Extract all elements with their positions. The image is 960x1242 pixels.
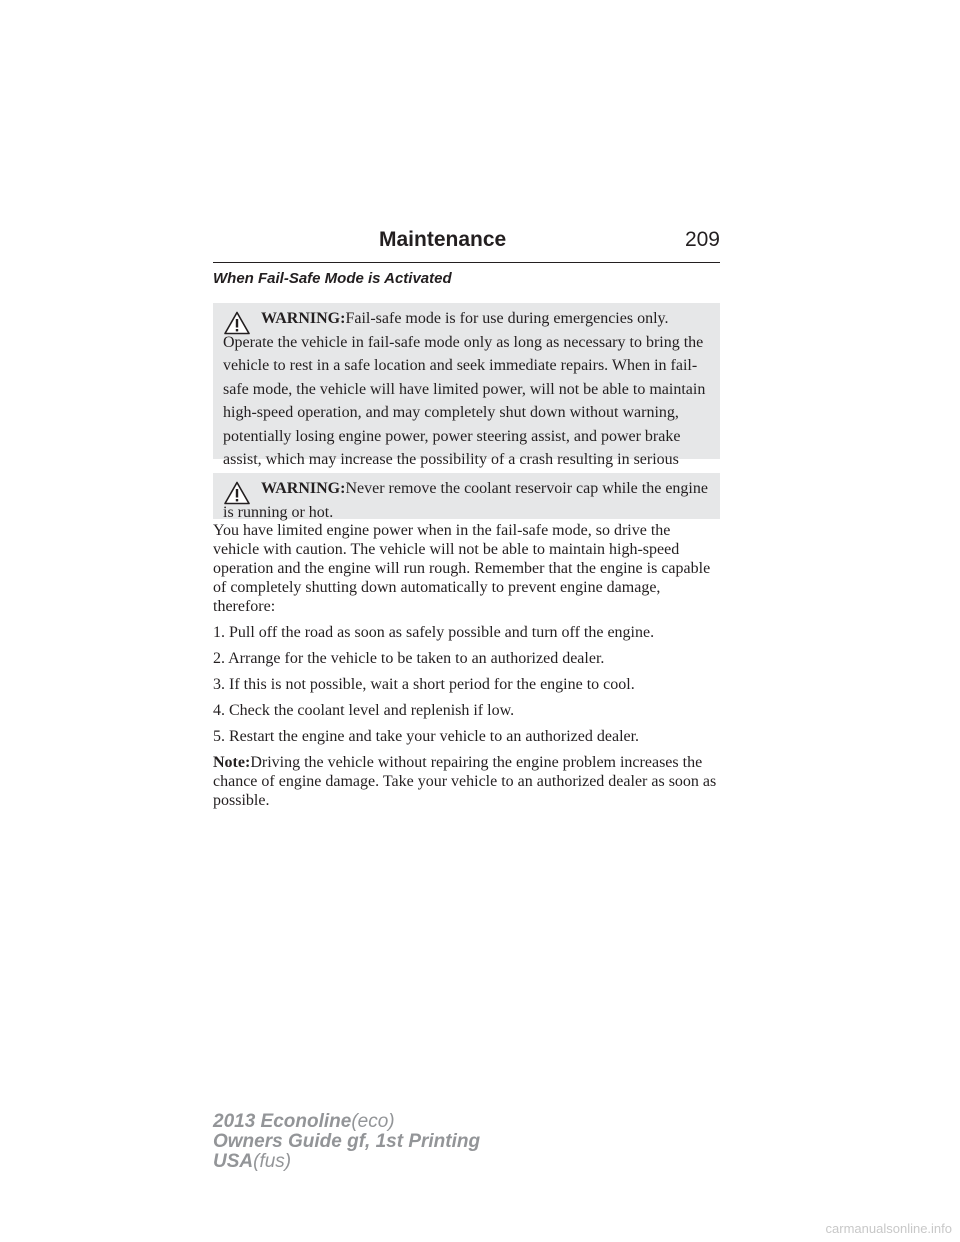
footer-model: 2013 Econoline [213, 1111, 352, 1132]
warning-label: WARNING: [261, 480, 346, 497]
warning-text [223, 307, 710, 495]
warning-box [213, 473, 720, 519]
step-item: 1. Pull off the road as soon as safely possible and turn off the engine. [213, 624, 655, 641]
note-paragraph [213, 753, 720, 810]
warning-label: WARNING: [261, 310, 346, 327]
footer-market: USA [213, 1151, 254, 1172]
warning-body: Fail-safe mode is for use during emergencies only. Operate the vehicle in fail-safe mode only as long as necessary to bring the vehicle to rest in a safe location and seek immediate repairs. When in fail-safe mode, the vehicle will have limited power, will not be able to maintain high-speed operation, and may completely shut down without warning, potentially losing engine power, power steering assist, and power brake assist, which may increase the possibility of a crash resulting in serious [223, 310, 706, 468]
watermark: carmanualsonline.info [825, 1221, 952, 1236]
warning-triangle-icon [224, 481, 250, 505]
warning-body: Never remove the coolant reservoir cap while the engine is running or hot. [223, 480, 708, 521]
footer-market-code: (fus) [253, 1151, 292, 1172]
footer-line-model [213, 1112, 480, 1132]
page-title: Maintenance [379, 228, 507, 251]
page-footer [213, 1112, 480, 1172]
footer-line-market [213, 1152, 480, 1172]
footer-model-code: (eco) [351, 1111, 395, 1132]
step-item: 5. Restart the engine and take your vehicle to an authorized dealer. [213, 728, 640, 745]
page-number: 209 [684, 228, 720, 251]
footer-line-guide: Owners Guide gf, 1st Printing [213, 1131, 481, 1152]
warning-box [213, 303, 720, 468]
warning-triangle-icon [224, 311, 250, 335]
body-text [213, 521, 720, 817]
step-item: 4. Check the coolant level and replenish if low. [213, 702, 515, 719]
step-item: 2. Arrange for the vehicle to be taken to an authorized dealer. [213, 650, 605, 667]
page-header [213, 228, 720, 263]
section-heading: When Fail-Safe Mode is Activated [213, 270, 452, 287]
step-item: 3. If this is not possible, wait a short period for the engine to cool. [213, 676, 635, 693]
note-text: Driving the vehicle without repairing the engine problem increases the chance of engine damage. Take your vehicle to an authorized dealer as soon as possible. [213, 754, 717, 809]
warning-text [223, 477, 710, 524]
intro-paragraph: You have limited engine power when in the fail-safe mode, so drive the vehicle with caution. The vehicle will not be able to maintain high-speed operation and the engine will run rough. Remember that the engine is capable of completely shutting down automatically to prevent engine damage, therefore: [213, 522, 711, 615]
note-label: Note: [213, 754, 251, 771]
